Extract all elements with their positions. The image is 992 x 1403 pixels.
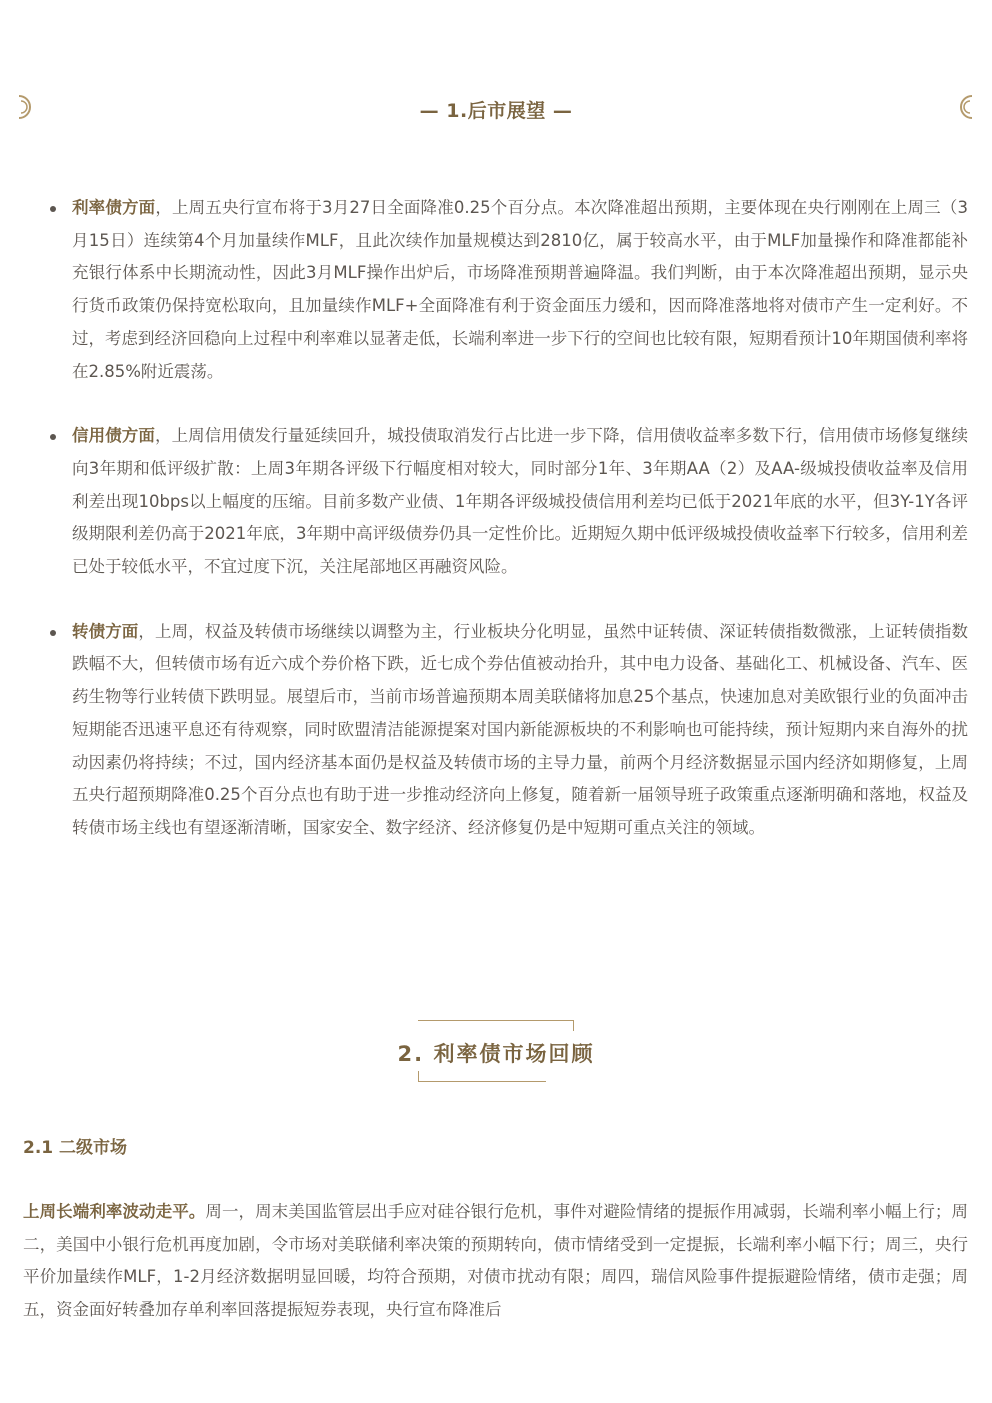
paragraph-text: 周一，周末美国监管层出手应对硅谷银行危机，事件对避险情绪的提振作用减弱，长端利率小幅上行；周二，美国中小银行危机再度加剧，令市场对美联储利率决策的预期转向，债市情绪受到一定提振，长端利率小幅下行；周三，央行平价加量续作MLF，1-2月经济数据明显回暖，均符合预期，对债市扰动有限；周四，瑞信风险事件提振避险情绪，债市走强；周五，资金面好转叠加存单利率回落提振短券表现，央行宣布降准后 (23, 1202, 969, 1320)
bullet-rate-bonds (50, 192, 968, 388)
bullet-text: ，上周五央行宣布将于3月27日全面降准0.25个百分点。本次降准超出预期，主要体现在央行刚刚在上周三（3月15日）连续第4个月加量续作MLF，且此次续作加量规模达到2810亿，属于较高水平，由于MLF加量操作和降准都能补充银行体系中长期流动性，因此3月MLF操作出炉后，市场降准预期普遍降温。我们判断，由于本次降准超出预期，显示央行货币政策仍保持宽松取向，且加量续作MLF+全面降准有利于资金面压力缓和，因而降准落地将对债市产生一定利好。不过，考虑到经济回稳向上过程中利率难以显著走低，长端利率进一步下行的空间也比较有限，短期看预计10年期国债利率将在2.85%附近震荡。 (72, 198, 968, 381)
outlook-bullet-list (50, 192, 968, 845)
title-frame-bottom (418, 1071, 546, 1082)
bullet-dot-icon (50, 434, 56, 440)
bullet-lead: 信用债方面 (72, 426, 155, 446)
title-frame-top (418, 1020, 574, 1031)
bullet-text: ，上周，权益及转债市场继续以调整为主，行业板块分化明显，虽然中证转债、深证转债指数微涨，上证转债指数跌幅不大，但转债市场有近六成个券价格下跌，近七成个券估值被动抬升，其中电力设备、基础化工、机械设备、汽车、医药生物等行业转债下跌明显。展望后市，当前市场普遍预期本周美联储将加息25个基点，快速加息对美欧银行业的负面冲击短期能否迅速平息还有待观察，同时欧盟清洁能源提案对国内新能源板块的不利影响也可能持续，预计短期内来自海外的扰动因素仍将持续；不过，国内经济基本面仍是权益及转债市场的主导力量，前两个月经济数据显示国内经济如期修复，上周五央行超预期降准0.25个百分点也有助于进一步推动经济向上修复，随着新一届领导班子政策重点逐渐明确和落地，权益及转债市场主线也有望逐渐清晰，国家安全、数字经济、经济修复仍是中短期可重点关注的领域。 (72, 621, 969, 837)
paragraph-lead: 上周长端利率波动走平。 (23, 1202, 206, 1221)
bullet-dot-icon (50, 206, 56, 212)
section-title-outlook: — 1.后市展望 — (419, 100, 573, 122)
bullet-lead: 利率债方面 (72, 198, 156, 217)
bullet-convertible-bonds (50, 616, 968, 845)
bullet-dot-icon (50, 630, 56, 636)
subheading-secondary-market: 2.1 二级市场 (23, 1138, 128, 1158)
bullet-text: ，上周信用债发行量延续回升，城投债取消发行占比进一步下降，信用债收益率多数下行，信用债市场修复继续向3年期和低评级扩散：上周3年期各评级下行幅度相对较大，同时部分1年、3年期AA（2）及AA-级城投债收益率及信用利差出现10bps以上幅度的压缩。目前多数产业债、1年期各评级城投债信用利差均已低于2021年底的水平，但3Y-1Y各评级期限利差仍高于2021年底，3年期中高评级债券仍具一定性价比。近期短久期中低评级城投债收益率下行较多，信用利差已处于较低水平，不宜过度下沉，关注尾部地区再融资风险。 (72, 426, 969, 577)
section-title-rate-bond-review: 2. 利率债市场回顾 (397, 1042, 595, 1066)
bullet-credit-bonds (50, 420, 968, 584)
secondary-market-paragraph (23, 1196, 968, 1327)
bullet-lead: 转债方面 (72, 621, 139, 641)
